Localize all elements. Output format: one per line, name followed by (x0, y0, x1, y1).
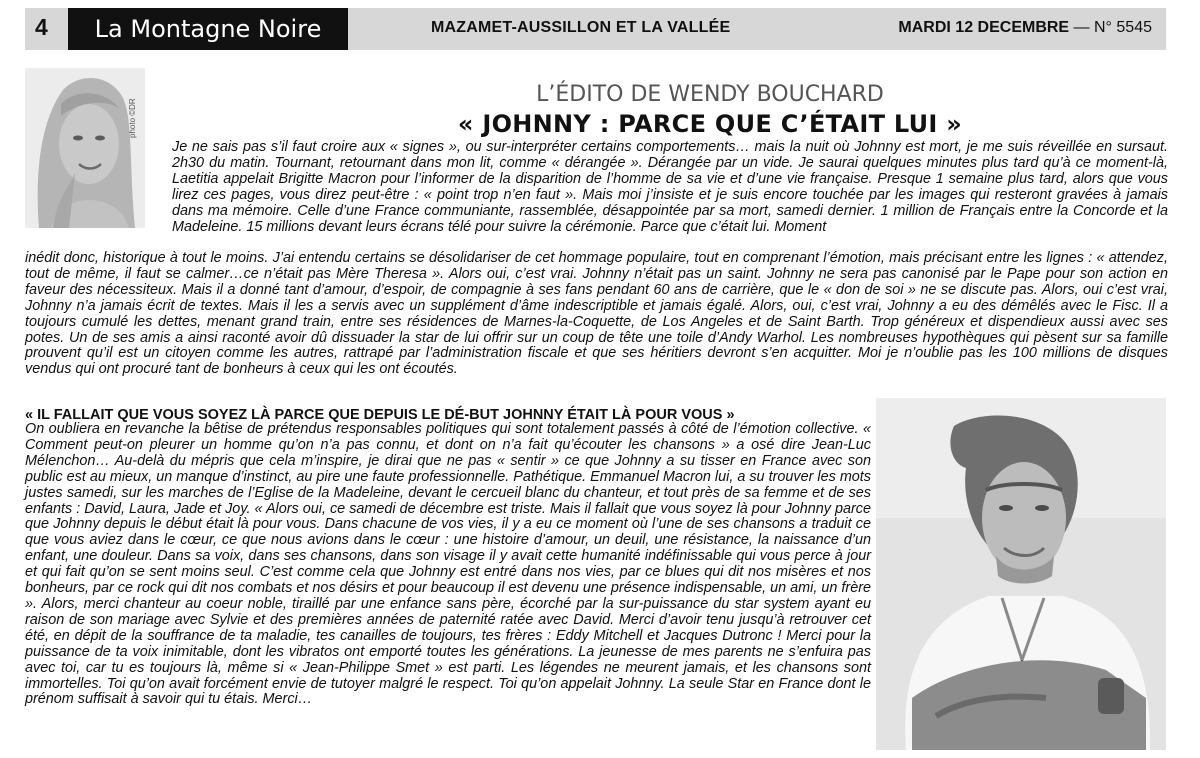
edito-title: « JOHNNY : PARCE QUE C’ÉTAIT LUI » (457, 110, 963, 138)
author-portrait-photo (25, 68, 145, 228)
issue-info (898, 19, 1152, 37)
masthead (25, 8, 1166, 50)
photo-credit: photo ©DR (128, 98, 137, 138)
issue-date: MARDI 12 DECEMBRE (898, 19, 1070, 36)
section-name: MAZAMET-AUSSILLON ET LA VALLÉE (431, 19, 731, 36)
edito-body-part1: Je ne sais pas s’il faut croire aux « signes », ou sur-interpréter certains comportements… mais la nuit où Johnny est mort, je me suis réveillée en sursaut. 2h30 du matin. Tournant, retournant dans mon lit, comme « dérangée ». Dérangée par un vide. Je saurai quelques minutes plus tard qu’à ce moment-là, Laetitia appelait Brigitte Macron pour l’informer de la disparition de l’homme de sa vie et d’une vie française. Presque 1 semaine plus tard, alors que vous lirez ces pages, vous direz peut-être : « point trop n’en faut ». Mais moi j’insiste et je suis encore touchée par les images qui resteront gravées à jamais dans ma mémoire. Celle d’une France communiante, rassemblée, désappointée par sa mort, samedi dernier. 1 million de Français entre la Concorde et la Madeleine. 15 millions devant leurs écrans télé pour suivre la cérémonie. Parce que c’était lui. Moment (172, 139, 1168, 235)
johnny-hallyday-photo (876, 398, 1166, 750)
page-number: 4 (35, 14, 48, 40)
edito-body-part2: inédit donc, historique à tout le moins. J’ai entendu certains se désolidariser de cet hommage populaire, tout en comprenant l’émotion, mais précisant entre les lignes : « attendez, tout de même, il faut se calmer…ce n’était pas Mère Theresa ». Alors oui, c’est vrai. Johnny n’était pas un saint. Johnny ne sera pas canonisé par le Pape pour son action en faveur des nécessiteux. Mais il a donné tant d’amour, d’espoir, de compagnie à ses fans pendant 60 ans de carrière, que le « don de soi » ne se discute pas. Alors, oui c’est vrai, Johnny n’a jamais écrit de textes. Mais il les a servis avec un supplément d’âme indescriptible et jamais égalé. Alors, oui, c’est vrai, Johnny a eu des démêlés avec le Fisc. Il a toujours cumulé les dettes, menant grand train, entre ses résidences de Marnes-la-Coquette, de Los Angeles et de Saint Barth. Trop généreux et dispendieux aussi avec ses potes. Un de ses amis a ainsi raconté avoir dû dissuader la star de lui offrir sur un coup de tête une toile d’Andy Warhol. Les nombreuses hypothèques qui pèsent sur sa famille prouvent qu’il est un citoyen comme les autres, rattrapé par l’administration fiscale et que ses héritiers devront s’en acquitter. Moi je n’oublie pas les 100 millions de disques vendus qui ont procuré tant de bonheurs à ceux qui les ont écoutés. (25, 250, 1168, 378)
issue-number: N° 5545 (1094, 19, 1152, 36)
issue-separator: — (1073, 19, 1090, 36)
edito-kicker: L’ÉDITO DE WENDY BOUCHARD (536, 82, 884, 107)
tribute-body: On oubliera en revanche la bêtise de prétendus responsables politiques qui sont totalement passés à côté de l’émotion collective. « Comment peut-on pleurer un homme qu’on n’a pas connu, et dont on n’a fait qu’écouter les chansons » a osé dire Jean-Luc Mélenchon… Au-delà du mépris que cela m’inspire, je dirai que ne pas « sentir » ce que Johnny a su tisser en France avec son public est au mieux, un manque d’instinct, au pire une faute professionnelle. Pathétique. Emmanuel Macron lui, a su trouver les mots justes samedi, sur les marches de l’Eglise de la Madeleine, devant le cercueil blanc du chanteur, et tout près de sa femme et de ses enfants : David, Laura, Jade et Joy. « Alors oui, ce samedi de décembre est triste. Mais il fallait que vous soyez là pour Johnny parce que Johnny depuis le début était là pour vous. Dans chacune de vos vies, il y a eu ce moment où l’une de ses chansons a traduit ce que vous aviez dans le cœur, ce que nous avions dans le cœur : une histoire d’amour, un deuil, une résistance, la naissance d’un enfant, une douleur. Dans sa voix, dans ses chansons, dans son visage il y avait cette humanité indéfinissable qui vous perce à jour et qui fait qu’on se sent moins seul. C’est comme cela que Johnny est entré dans nos vies, par ce blues qui dit nos misères et nos bonheurs, par ce rock qui dit nos combats et nos désirs et pour beaucoup il est devenu une présence indispensable, un ami, un frère ». Alors, merci chanteur au coeur noble, tiraillé par une enfance sans père, écorché par la sur-puissance du star system ayant eu raison de son mariage avec Sylvie et des premières années de paternité ratée avec David. Merci d’avoir tenu jusqu’à retrouver cet été, en dépit de la souffrance de ta maladie, tes canailles de toujours, tes frères : Eddy Mitchell et Jacques Dutronc ! Merci pour la puissance de ta voix inimitable, dont les vibratos ont emporté toutes les générations. La jeunesse de mes parents ne s’enfuira pas avec toi, car tu es toujours là, même si « Jean-Philippe Smet » est parti. Les légendes ne meurent jamais, et les chansons sont immortelles. Toi qu’on avait forcément envie de tutoyer malgré le respect. Toi qu’on appelait Johnny. La seule Star en France dont le prénom suffisait à savoir qui tu étais. Merci… (25, 421, 871, 708)
newspaper-brand: La Montagne Noire (68, 8, 348, 50)
section-subheading: « IL FALLAIT QUE VOUS SOYEZ LÀ PARCE QUE DEPUIS LE DÉ-BUT JOHNNY ÉTAIT LÀ POUR VOUS » (25, 407, 735, 423)
